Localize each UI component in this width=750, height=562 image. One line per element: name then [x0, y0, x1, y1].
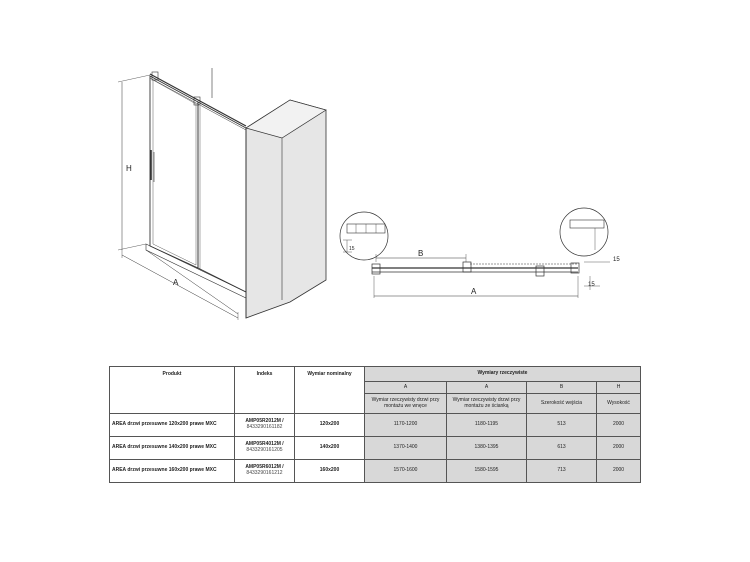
- plan-b-label: B: [418, 249, 424, 258]
- spec-table: [109, 366, 641, 483]
- plan-view: [340, 208, 610, 298]
- sub-header: Wymiar rzeczywisty drzwi przy montażu ze ścianką: [447, 394, 527, 414]
- sub-letter: A: [365, 382, 447, 394]
- indeks-code: AMP05R6012M /: [245, 464, 284, 471]
- detail-left-label: 15: [349, 246, 355, 252]
- ean-code: 8433290161205: [246, 447, 283, 453]
- header-wymiar-nominalny: Wymiar nominalny: [295, 367, 365, 414]
- cell-a1: 1170-1200: [365, 414, 447, 437]
- sub-letter: A: [447, 382, 527, 394]
- cell-a2: 1180-1195: [447, 414, 527, 437]
- cell-indeks: [235, 460, 295, 483]
- cell-a1: 1570-1600: [365, 460, 447, 483]
- ean-code: 8433290161182: [246, 424, 283, 430]
- cell-nominal: 120x200: [295, 414, 365, 437]
- sub-letter: B: [527, 382, 597, 394]
- cell-h: 2000: [597, 460, 641, 483]
- height-label: H: [126, 164, 132, 173]
- cell-b: 613: [527, 437, 597, 460]
- table-row: [110, 460, 641, 483]
- detail-right-bottom-label: 15: [588, 282, 595, 288]
- sub-header: Wysokość: [597, 394, 641, 414]
- cell-h: 2000: [597, 414, 641, 437]
- cell-a2: 1380-1395: [447, 437, 527, 460]
- table-row: [110, 437, 641, 460]
- cell-produkt: AREA drzwi przesuwne 120x200 prawe MXC: [110, 414, 235, 437]
- cell-indeks: [235, 437, 295, 460]
- cell-b: 713: [527, 460, 597, 483]
- cell-a1: 1370-1400: [365, 437, 447, 460]
- plan-a-label: A: [471, 287, 477, 296]
- table-row: [110, 414, 641, 437]
- cell-produkt: AREA drzwi przesuwne 160x200 prawe MXC: [110, 460, 235, 483]
- indeks-code: AMP05R2012M /: [245, 418, 284, 425]
- cell-nominal: 140x200: [295, 437, 365, 460]
- indeks-code: AMP05R4012M /: [245, 441, 284, 448]
- cell-nominal: 160x200: [295, 460, 365, 483]
- cell-a2: 1580-1595: [447, 460, 527, 483]
- detail-right-top-label: 15: [613, 257, 620, 263]
- perspective-view: [118, 68, 326, 320]
- cell-indeks: [235, 414, 295, 437]
- header-produkt: Produkt: [110, 367, 235, 414]
- ean-code: 8433290161212: [246, 470, 283, 476]
- sub-letter: H: [597, 382, 641, 394]
- cell-b: 513: [527, 414, 597, 437]
- cell-produkt: AREA drzwi przesuwne 140x200 prawe MXC: [110, 437, 235, 460]
- sub-header: Wymiar rzeczywisty drzwi przy montażu we wnęce: [365, 394, 447, 414]
- cell-h: 2000: [597, 437, 641, 460]
- sub-header: Szerokość wejścia: [527, 394, 597, 414]
- header-indeks: Indeks: [235, 367, 295, 414]
- header-wymiary-rzeczywiste: Wymiary rzeczywiste: [365, 367, 641, 382]
- width-label: A: [173, 278, 179, 287]
